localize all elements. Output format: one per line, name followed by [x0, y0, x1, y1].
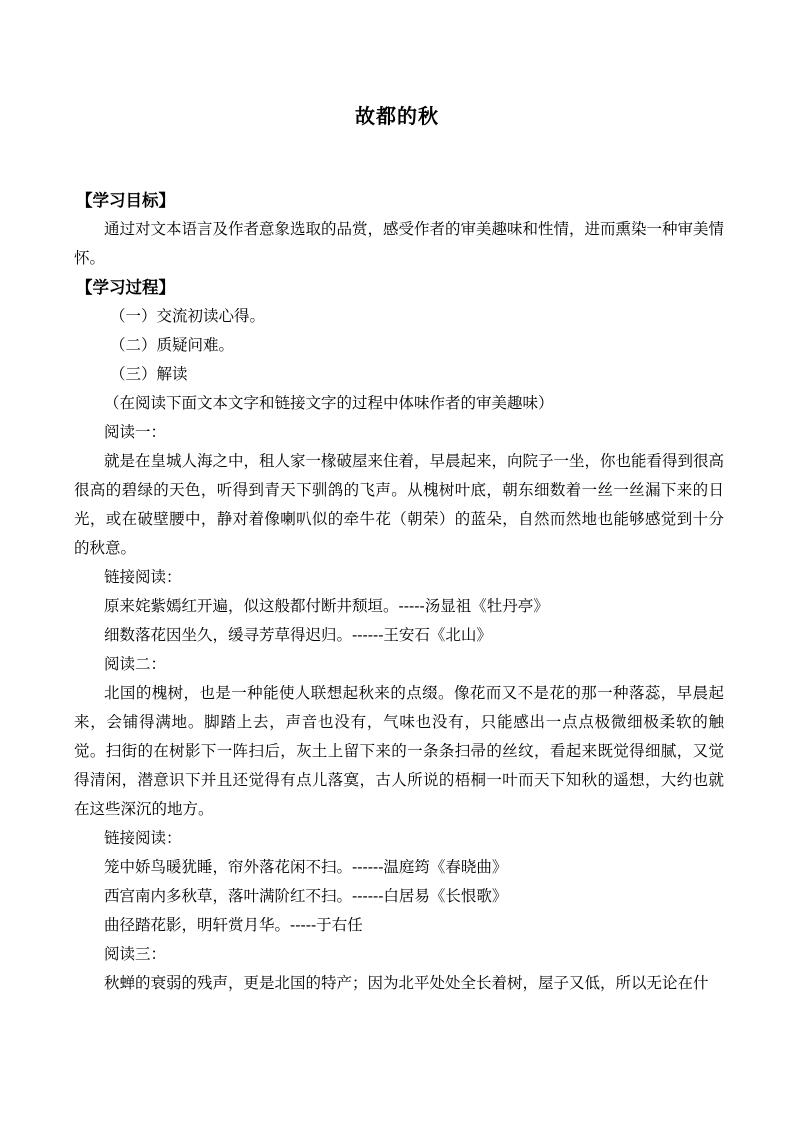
reading-2-link-quote: 曲径踏花影，明轩赏月华。-----于右任: [104, 916, 363, 934]
process-step-1: （一）交流初读心得。: [110, 307, 266, 325]
reading-2-label: 阅读二：: [104, 655, 167, 673]
reading-3-paragraph: 秋蝉的衰弱的残声，更是北国的特产；因为北平处处全长着树，屋子又低，所以无论在什: [104, 974, 709, 992]
reading-1-link-quote: 原来姹紫嫣红开遍，似这般都付断井颓垣。-----汤显祖《牡丹亭》: [104, 597, 549, 615]
reading-2-link-quote: 西宫南内多秋草，落叶满阶红不扫。------白居易《长恨歌》: [104, 887, 508, 905]
process-step-3: （三）解读: [110, 365, 188, 383]
document-body: [74, 186, 724, 998]
goal-paragraph: 通过对文本语言及作者意象选取的品赏，感受作者的审美趣味和性情，进而熏染一种审美情怀。: [74, 220, 725, 267]
reading-2-paragraph: 北国的槐树，也是一种能使人联想起秋来的点缀。像花而又不是花的那一种落蕊，早晨起来，会铺得满地。脚踏上去，声音也没有，气味也没有，只能感出一点点极微细极柔软的触觉。扫街的在树影下一阵扫后，灰土上留下来的一条条扫帚的丝纹，看起来既觉得细腻，又觉得清闲，潜意识下并且还觉得有点儿落寞，古人所说的梧桐一叶而天下知秋的遥想，大约也就在这些深沉的地方。: [74, 684, 724, 818]
reading-2-link-label: 链接阅读：: [104, 829, 182, 847]
reading-1-link-quote: 细数落花因坐久，缓寻芳草得迟归。------王安石《北山》: [104, 626, 492, 644]
reading-1-paragraph: 就是在皇城人海之中，租人家一椽破屋来住着，早晨起来，向院子一坐，你也能看得到很高很高的碧绿的天色，听得到青天下驯鸽的飞声。从槐树叶底，朝东细数着一丝一丝漏下来的日光，或在破壁腰中，静对着像喇叭似的牵牛花（朝荣）的蓝朵，自然而然地也能够感觉到十分的秋意。: [74, 452, 725, 557]
reading-2-link-quote: 笼中娇鸟暖犹睡，帘外落花闲不扫。------温庭筠《春晓曲》: [104, 858, 508, 876]
reading-3-label: 阅读三：: [104, 945, 167, 963]
section-heading-goal: 【学习目标】: [76, 191, 175, 210]
section-heading-process: 【学习过程】: [76, 278, 175, 297]
process-note: （在阅读下面文本文字和链接文字的过程中体味作者的审美趣味）: [104, 394, 554, 412]
reading-1-label: 阅读一：: [104, 423, 167, 441]
process-step-2: （二）质疑问难。: [110, 336, 235, 354]
reading-1-link-label: 链接阅读：: [104, 568, 182, 586]
document-title: 故都的秋: [355, 104, 439, 128]
